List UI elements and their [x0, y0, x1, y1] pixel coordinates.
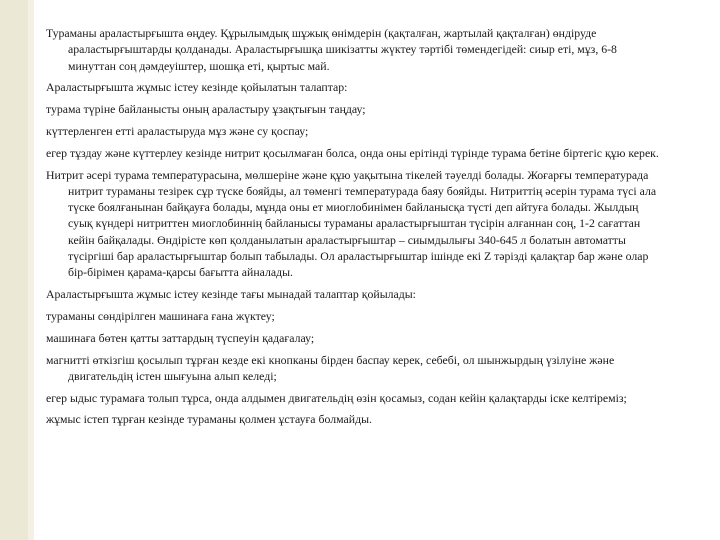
decorative-side-stripe	[0, 0, 28, 540]
paragraph-rule-4: егер ыдыс турамаға толып тұрса, онда алдымен двигательдің өзін қосамыз, содан кейін қалақтарды іске келтіреміз;	[46, 390, 627, 405]
paragraph-requirement-1: турама түріне байланысты оның араластыру ұзақтығын таңдау;	[46, 102, 366, 117]
paragraph-intro: Тураманы араластырғышта өңдеу. Құрылымдық шұжық өнімдерін (қақталған, жартылай қақталған) өндіруде араластырғыштарды қолданады. Араластырғышқа шикізатты жүктеу тәртібі төмендегідей: сиыр еті, мұз, 6-8 минуттан соң дәмдеуіштер, шошқа еті, қыртыс май.	[46, 26, 617, 73]
decorative-side-stripe-inner	[28, 0, 34, 540]
paragraph-rule-2: машинаға бөтен қатты заттардың түспеуін қадағалау;	[46, 330, 315, 345]
paragraph-requirement-3: егер тұздау және күттерлеу кезінде нитрит қосылмаған болса, онда оны ерітінді түрінде турама бетіне біртегіс құю керек.	[46, 145, 659, 160]
paragraph-rule-5: жұмыс істеп тұрған кезінде тураманы қолмен ұстауға болмайды.	[46, 412, 372, 427]
paragraph-more-requirements-heading: Араластырғышта жұмыс істеу кезінде тағы мынадай талаптар қойылады:	[46, 287, 416, 302]
document-body	[46, 25, 666, 433]
paragraph-rule-1: тураманы сөндірілген машинаға ғана жүктеу;	[46, 308, 275, 323]
paragraph-nitrite: Нитрит әсері турама температурасына, мөлшеріне және құю уақытына тікелей тәуелді болады. Жоғарғы температурада нитрит тураманы тезірек сұр түске бояйды, ал төменгі температурада баяу бояйды. Нитриттің әсерін турама түсі ала түске боялғанынан байқауға болады, мұнда оны ет миоглобинімен байланысқа түсті деп айтуға болады. Жылдың суық күндері нитриттен миоглобиннің байланысы тураманы араластырғыштан түсірін алғаннан соң, 1-2 сағаттан кейін байқалады. Өндірісте көп қолданылатын араластырғыштар – сиымдылығы 340-645 л болатын автоматты түсіргіші бар араластырғыштар болып табылады. Ол араластырғыштар ішінде екі Z тәрізді қалақтар бар және олар бір-бірімен қарама-қарсы бағытта айналады.	[46, 167, 657, 280]
paragraph-rule-3: магнитті өткізгіш қосылып тұрған кезде екі кнопканы бірден баспау керек, себебі, ол шынжырдың үзілуіне және двигательдің істен шығуына алып келеді;	[46, 352, 615, 383]
paragraph-requirement-2: күттерленген етті араластыруда мұз және су қоспау;	[46, 123, 309, 138]
paragraph-requirements-heading: Араластырғышта жұмыс істеу кезінде қойылатын талаптар:	[46, 80, 348, 95]
